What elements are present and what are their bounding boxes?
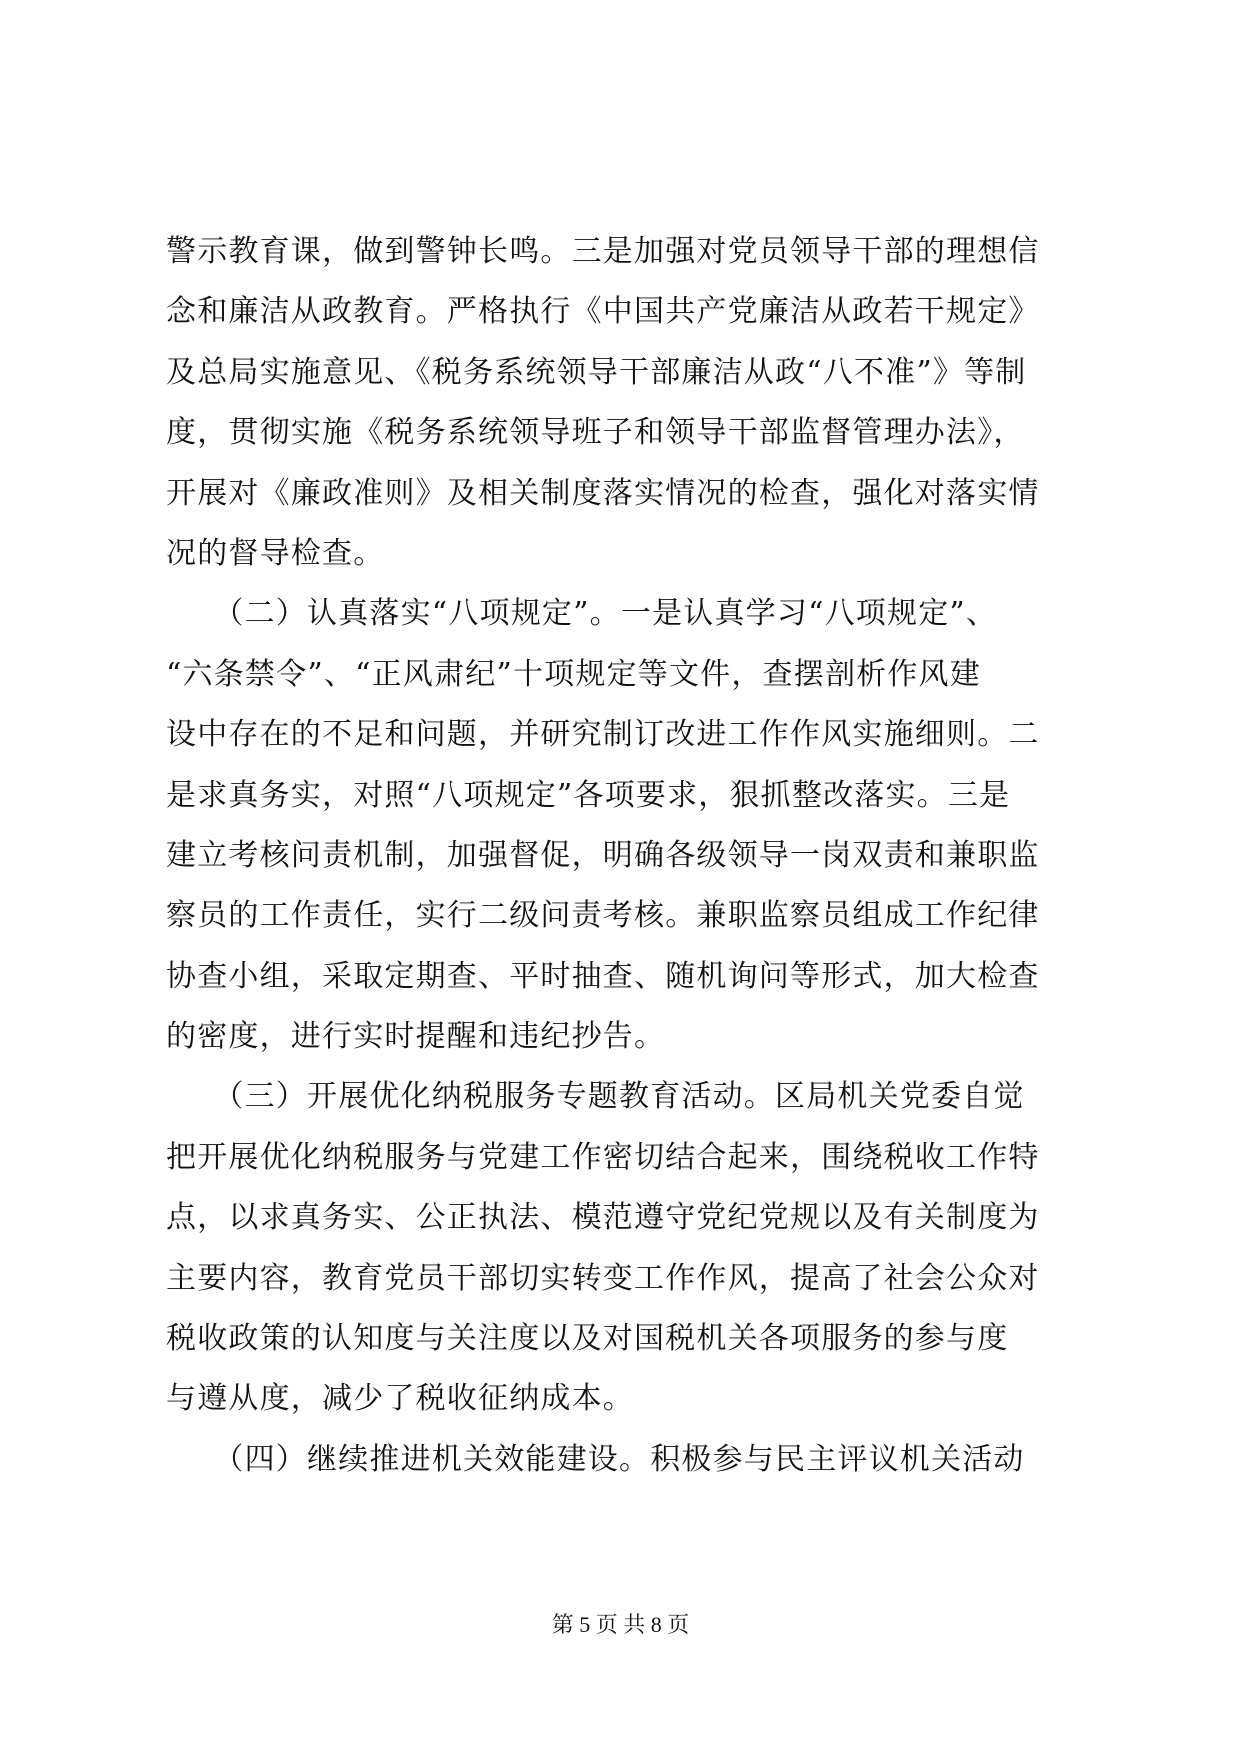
- text-line: 的密度，进行实时提醒和违纪抄告。: [166, 1019, 666, 1055]
- body-text: [166, 222, 1086, 1490]
- text-line: 察员的工作责任，实行二级问责考核。兼职监察员组成工作纪律: [166, 898, 1040, 934]
- text-line: 念和廉洁从政教育。严格执行《中国共产党廉洁从政若干规定》: [166, 294, 1040, 330]
- text-line: 与遵从度，减少了税收征纳成本。: [166, 1381, 634, 1417]
- text-line: 把开展优化纳税服务与党建工作密切结合起来，围绕税收工作特: [166, 1139, 1040, 1175]
- text-line: 是求真务实，对照“八项规定”各项要求，狠抓整改落实。三是: [166, 777, 1011, 813]
- text-line: （三）开展优化纳税服务专题教育活动。区局机关党委自觉: [166, 1079, 1025, 1115]
- text-line: （二）认真落实“八项规定”。一是认真学习“八项规定”、: [166, 596, 998, 632]
- text-line: 建立考核问责机制，加强督促，明确各级领导一岗双责和兼职监: [166, 837, 1040, 873]
- text-line: 况的督导检查。: [166, 535, 385, 571]
- text-line: 度，贯彻实施《税务系统领导班子和领导干部监督管理办法》，: [166, 415, 1025, 451]
- text-line: （四）继续推进机关效能建设。积极参与民主评议机关活动: [166, 1441, 1025, 1477]
- text-line: 税收政策的认知度与关注度以及对国税机关各项服务的参与度: [166, 1321, 1009, 1357]
- text-line: “六条禁令”、“正风肃纪”十项规定等文件，查摆剖析作风建: [166, 656, 981, 692]
- text-line: 及总局实施意见、《税务系统领导干部廉洁从政“八不准”》等制: [166, 354, 1027, 390]
- text-line: 开展对《廉政准则》及相关制度落实情况的检查，强化对落实情: [166, 475, 1040, 511]
- text-line: 点，以求真务实、公正执法、模范遵守党纪党规以及有关制度为: [166, 1200, 1040, 1236]
- text-line: 警示教育课，做到警钟长鸣。三是加强对党员领导干部的理想信: [166, 234, 1040, 269]
- text-line: 主要内容，教育党员干部切实转变工作作风，提高了社会公众对: [166, 1260, 1040, 1296]
- page-number-footer: 第 5 页 共 8 页: [551, 1612, 690, 1637]
- text-line: 协查小组，采取定期查、平时抽查、随机询问等形式，加大检查: [166, 958, 1040, 994]
- text-line: 设中存在的不足和问题，并研究制订改进工作作风实施细则。二: [166, 717, 1040, 753]
